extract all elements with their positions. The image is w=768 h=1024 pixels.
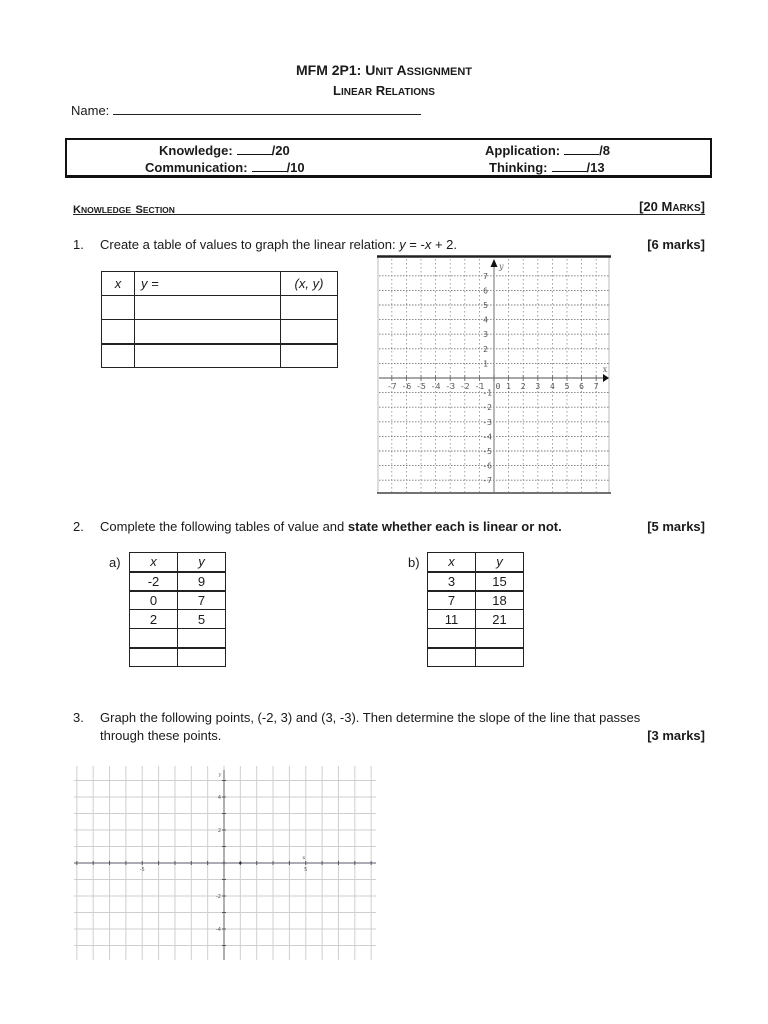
table-a (129, 552, 226, 667)
svg-text:-7: -7 (482, 476, 492, 486)
question-3 (73, 710, 705, 746)
knowledge-score: Knowledge: /20 (159, 143, 290, 158)
table-cell: 5 (178, 610, 226, 629)
table-row (130, 648, 226, 667)
table-cell[interactable] (178, 648, 226, 667)
svg-text:5: 5 (304, 867, 308, 873)
question-1 (73, 237, 705, 253)
question-text-line-2: through these points. (100, 728, 222, 743)
table-cell[interactable] (130, 648, 178, 667)
table-cell: 3 (428, 572, 476, 591)
table-cell[interactable] (102, 296, 135, 320)
table-row (428, 591, 524, 610)
svg-text:1: 1 (506, 382, 512, 391)
svg-text:x: x (602, 365, 608, 374)
table-header-row: x y (428, 553, 524, 572)
table-header-row: x y (130, 553, 226, 572)
svg-text:4: 4 (483, 315, 488, 325)
table-header-row: x y = (x, y) (102, 272, 338, 296)
question-number: 3. (73, 710, 84, 725)
question-marks: [3 marks] (647, 728, 705, 743)
table-cell[interactable] (102, 320, 135, 344)
table-cell[interactable] (135, 320, 281, 344)
svg-text:-6: -6 (401, 382, 412, 391)
svg-text:-6: -6 (482, 461, 492, 471)
svg-text:y: y (218, 772, 222, 778)
question-text: Create a table of values to graph the linear relation: y = -x + 2. (100, 237, 458, 252)
table-row (102, 320, 338, 344)
grid-svg (72, 762, 378, 964)
table-cell[interactable] (102, 344, 135, 368)
section-title: KNOWLEDGE SECTION (73, 204, 175, 216)
name-field (71, 102, 421, 118)
table-cell[interactable] (476, 629, 524, 648)
knowledge-blank[interactable] (237, 143, 272, 155)
table-row (130, 629, 226, 648)
svg-text:-1: -1 (482, 388, 492, 398)
svg-text:4: 4 (549, 382, 555, 391)
coordinate-grid-q3[interactable] (72, 762, 378, 964)
svg-text:2: 2 (520, 382, 526, 391)
table-cell[interactable] (428, 648, 476, 667)
svg-text:5: 5 (483, 301, 488, 310)
table-row (428, 610, 524, 629)
table-cell[interactable] (428, 629, 476, 648)
table-b-label: b) (408, 555, 420, 570)
thinking-blank[interactable] (552, 160, 587, 172)
table-row (428, 629, 524, 648)
svg-text:y: y (499, 262, 504, 271)
table-row (428, 648, 524, 667)
table-row (428, 572, 524, 591)
name-label: Name: (71, 103, 110, 118)
svg-text:-5: -5 (482, 447, 492, 456)
application-blank[interactable] (564, 143, 599, 155)
table-cell: 11 (428, 610, 476, 629)
table-of-values-q1 (101, 271, 338, 368)
table-b (427, 552, 524, 667)
svg-text:-1: -1 (474, 382, 485, 391)
score-box (65, 138, 712, 178)
svg-text:2: 2 (217, 828, 221, 834)
question-marks: [6 marks] (647, 237, 705, 252)
svg-text:-4: -4 (216, 927, 221, 933)
table-cell: -2 (130, 572, 178, 591)
table-cell[interactable] (476, 648, 524, 667)
question-text: Complete the following tables of value and state whether each is linear or not. (100, 519, 562, 534)
knowledge-section-header (73, 199, 705, 215)
table-cell[interactable] (135, 296, 281, 320)
table-row (130, 610, 226, 629)
svg-text:6: 6 (579, 382, 585, 391)
question-number: 1. (73, 237, 84, 252)
question-text-line-1: Graph the following points, (-2, 3) and (3, -3). Then determine the slope of the line that passes (100, 710, 641, 725)
svg-text:-4: -4 (482, 432, 492, 442)
table-cell[interactable] (281, 344, 338, 368)
svg-text:7: 7 (483, 271, 488, 281)
svg-text:1: 1 (483, 359, 488, 369)
table-cell[interactable] (130, 629, 178, 648)
svg-text:-3: -3 (482, 417, 492, 427)
svg-text:-7: -7 (386, 382, 397, 391)
svg-text:7: 7 (593, 382, 599, 391)
assignment-title: MFM 2P1: UNIT ASSIGNMENT (296, 62, 472, 78)
svg-text:-4: -4 (430, 382, 441, 391)
svg-text:-5: -5 (139, 867, 145, 873)
table-cell[interactable] (281, 320, 338, 344)
question-marks: [5 marks] (647, 519, 705, 534)
table-row (130, 591, 226, 610)
svg-text:5: 5 (564, 382, 570, 391)
table-cell: 18 (476, 591, 524, 610)
assignment-subtitle: LINEAR RELATIONS (333, 83, 435, 98)
svg-text:4: 4 (217, 795, 221, 801)
table-cell[interactable] (281, 296, 338, 320)
svg-text:6: 6 (483, 286, 488, 296)
svg-text:-2: -2 (482, 403, 492, 413)
svg-text:-2: -2 (216, 894, 221, 900)
grid-svg (377, 255, 611, 495)
table-row (102, 296, 338, 320)
table-a-label: a) (109, 555, 121, 570)
section-marks: [20 MARKS] (639, 199, 705, 214)
table-cell: 7 (428, 591, 476, 610)
table-cell[interactable] (135, 344, 281, 368)
svg-text:0: 0 (495, 382, 501, 391)
svg-text:3: 3 (483, 330, 488, 340)
table-cell: 0 (130, 591, 178, 610)
course-code: MFM 2P1: (296, 62, 362, 78)
table-cell: 2 (130, 610, 178, 629)
thinking-score: Thinking: /13 (489, 160, 605, 175)
name-blank-line[interactable] (113, 102, 421, 115)
question-2 (73, 519, 705, 535)
table-cell: 9 (178, 572, 226, 591)
svg-text:x: x (302, 855, 306, 861)
coordinate-grid-q1[interactable] (377, 255, 611, 495)
svg-text:-5: -5 (416, 382, 426, 391)
svg-text:-2: -2 (459, 382, 470, 391)
application-score: Application: /8 (485, 143, 610, 158)
svg-text:2: 2 (483, 344, 488, 354)
communication-blank[interactable] (252, 160, 287, 172)
table-row (102, 344, 338, 368)
table-cell: 21 (476, 610, 524, 629)
table-cell[interactable] (178, 629, 226, 648)
question-number: 2. (73, 519, 84, 534)
table-cell: 15 (476, 572, 524, 591)
svg-text:3: 3 (535, 382, 541, 391)
table-row (130, 572, 226, 591)
svg-text:-3: -3 (445, 382, 456, 391)
communication-score: Communication: /10 (145, 160, 305, 175)
table-cell: 7 (178, 591, 226, 610)
